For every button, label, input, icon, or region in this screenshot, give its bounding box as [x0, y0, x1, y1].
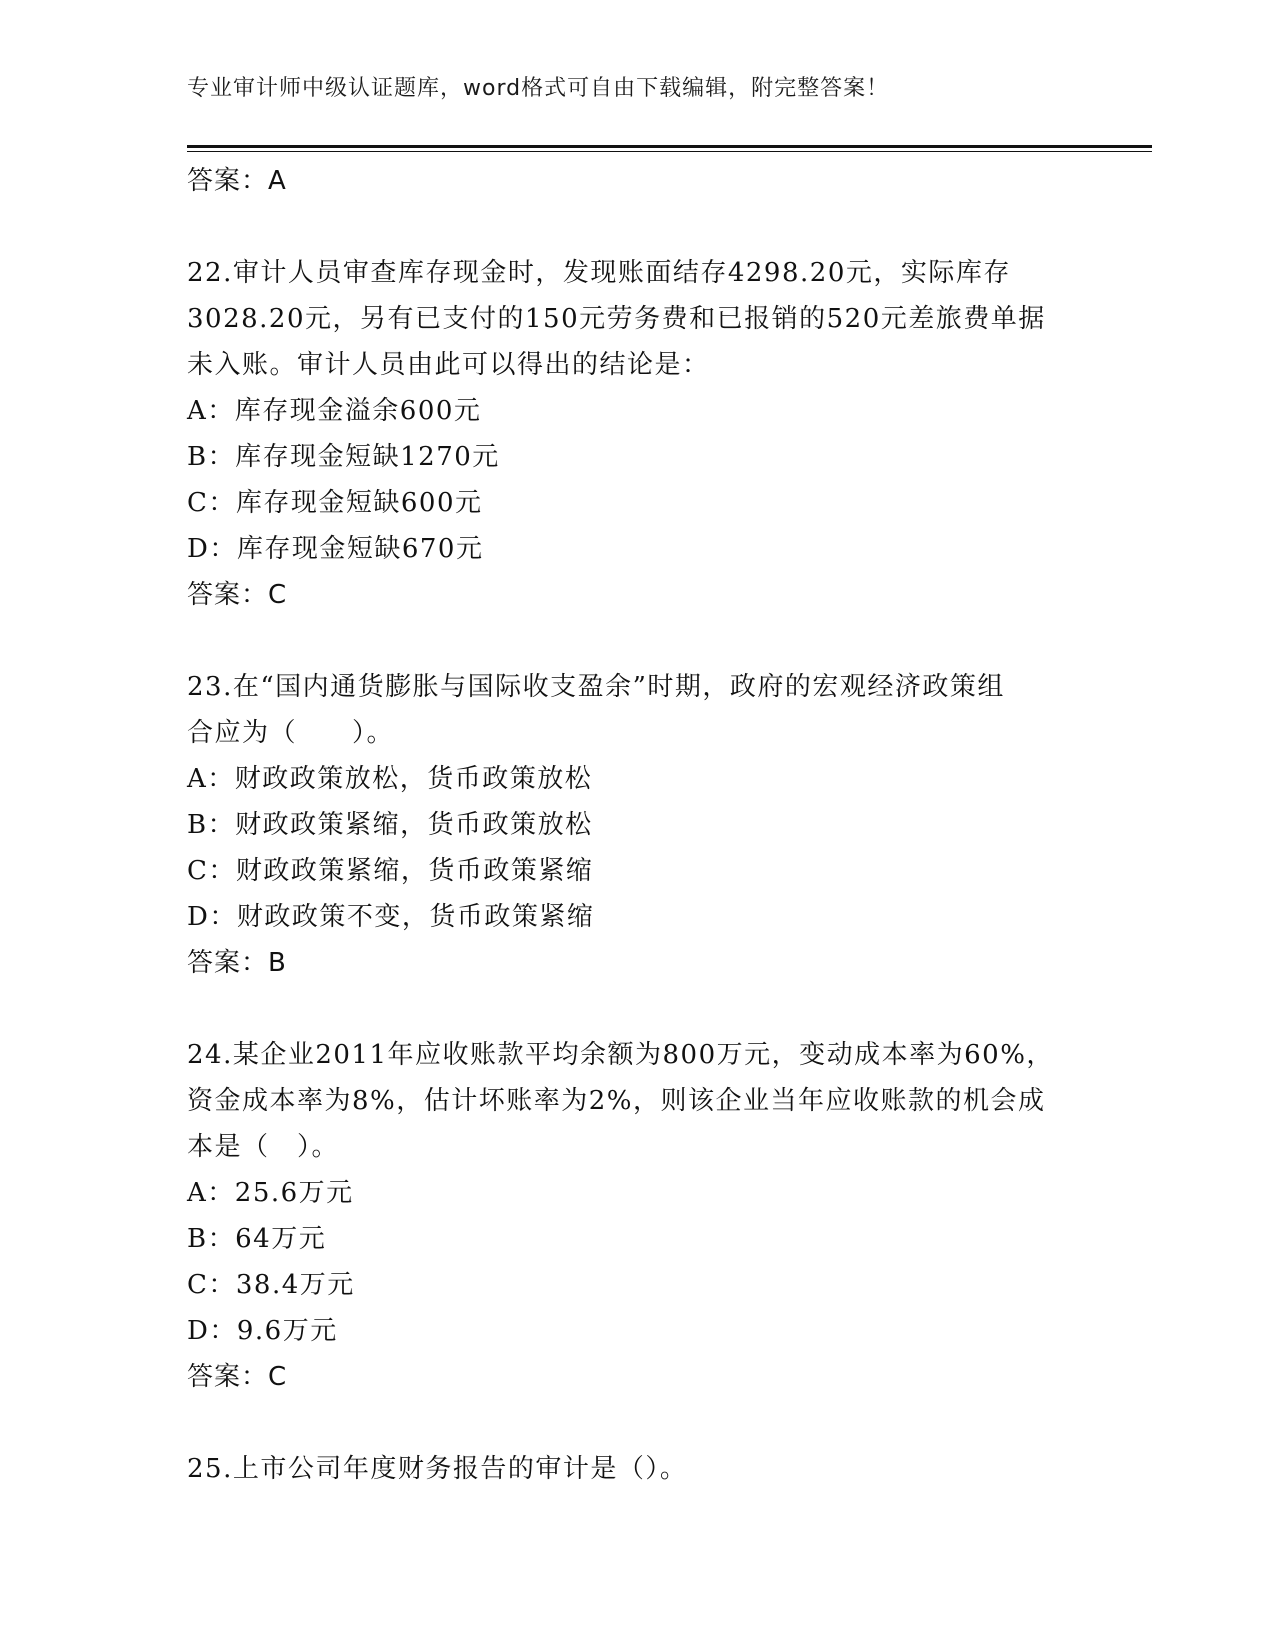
option-a: A：25.6万元: [187, 1178, 354, 1208]
option-c: C：38.4万元: [187, 1270, 355, 1300]
question-22: [187, 250, 1087, 618]
question-list: [187, 158, 1087, 1492]
question-25: [187, 1446, 1087, 1492]
option-c: C：财政政策紧缩，货币政策紧缩: [187, 856, 594, 886]
question-stem-line: 3028.20元，另有已支付的150元劳务费和已报销的520元差旅费单据: [187, 304, 1046, 334]
question-24: [187, 1032, 1087, 1400]
question-stem-line: 本是（ ）。: [187, 1132, 340, 1162]
option-a: A：库存现金溢余600元: [187, 396, 482, 426]
spacer: [187, 986, 1087, 1032]
spacer: [187, 1400, 1087, 1446]
option-d: D：库存现金短缺670元: [187, 534, 484, 564]
page-header: 专业审计师中级认证题库，word格式可自由下载编辑，附完整答案！: [187, 76, 890, 101]
question-stem-line: 23.在“国内通货膨胀与国际收支盈余”时期，政府的宏观经济政策组: [187, 672, 1005, 702]
option-b: B：64万元: [187, 1224, 327, 1254]
option-a: A：财政政策放松，货币政策放松: [187, 764, 593, 794]
option-b: B：财政政策紧缩，货币政策放松: [187, 810, 593, 840]
question-stem-line: 22.审计人员审查库存现金时，发现账面结存4298.20元，实际库存: [187, 258, 1011, 288]
option-b: B：库存现金短缺1270元: [187, 442, 500, 472]
question-stem-line: 资金成本率为8%，估计坏账率为2%，则该企业当年应收账款的机会成: [187, 1086, 1046, 1116]
question-23: [187, 664, 1087, 986]
option-d: D：9.6万元: [187, 1316, 338, 1346]
question-stem-line: 25.上市公司年度财务报告的审计是（）。: [187, 1454, 688, 1484]
question-stem-line: 未入账。审计人员由此可以得出的结论是：: [187, 350, 710, 380]
answer-line: 答案：C: [187, 1362, 288, 1392]
spacer: [187, 204, 1087, 250]
answer-line: 答案：A: [187, 166, 287, 196]
header-rule-thick: [187, 145, 1152, 148]
question-stem-line: 合应为（ ）。: [187, 718, 395, 748]
answer-line: 答案：C: [187, 580, 288, 610]
header-rule-thin: [187, 151, 1152, 152]
spacer: [187, 618, 1087, 664]
option-d: D：财政政策不变，货币政策紧缩: [187, 902, 595, 932]
option-c: C：库存现金短缺600元: [187, 488, 483, 518]
question-stem-line: 24.某企业2011年应收账款平均余额为800万元，变动成本率为60%，: [187, 1040, 1054, 1070]
answer-line: 答案：B: [187, 948, 287, 978]
